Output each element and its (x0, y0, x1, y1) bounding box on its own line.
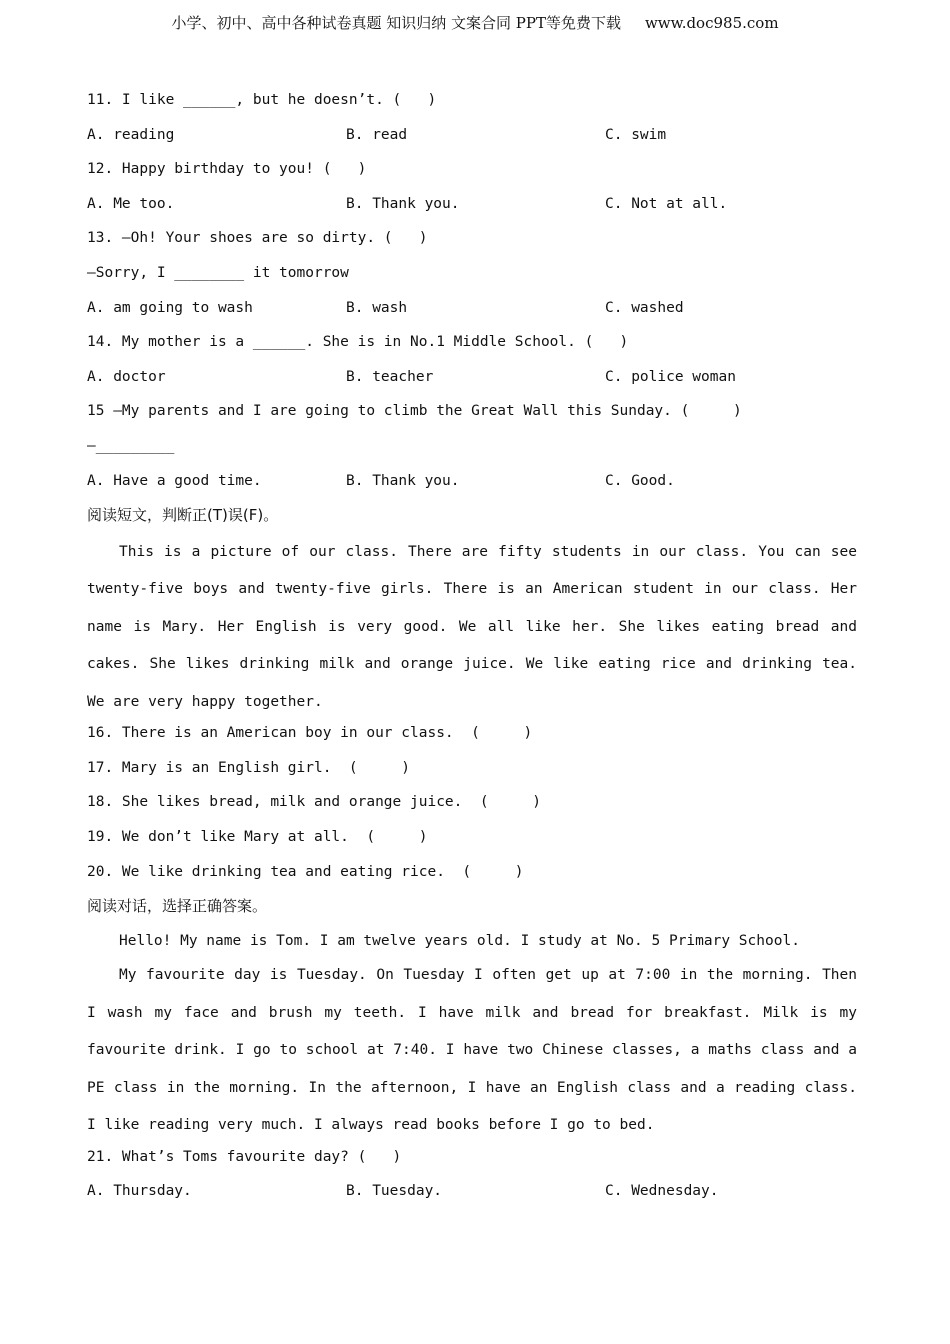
option-c: C. Wednesday. (605, 1183, 719, 1200)
option-b: B. read (346, 126, 408, 143)
option-c: C. washed (605, 299, 684, 316)
question-13-reply: —Sorry, I ________ it tomorrow (87, 264, 349, 281)
question-20: 20. We like drinking tea and eating rice. ( ) (87, 863, 524, 880)
question-17: 17. Mary is an English girl. ( ) (87, 759, 411, 776)
question-15-reply: —_________ (87, 437, 175, 454)
question-12: 12. Happy birthday to you! ( ) (87, 161, 367, 178)
question-14: 14. My mother is a ______. She is in No.1 Middle School. ( ) (87, 334, 629, 351)
option-b: B. teacher (346, 368, 434, 385)
option-c: C. swim (605, 126, 667, 143)
option-a: A. am going to wash (87, 299, 253, 316)
question-14-options (87, 365, 857, 400)
question-12-options (87, 192, 857, 227)
question-19: 19. We don’t like Mary at all. ( ) (87, 829, 428, 845)
question-15: 15 —My parents and I are going to climb the Great Wall this Sunday. ( ) (87, 403, 742, 420)
header-text: 小学、初中、高中各种试卷真题 知识归纳 文案合同 PPT等免费下载 (171, 14, 621, 32)
section-title-choose: 阅读对话，选择正确答案。 (87, 897, 268, 916)
option-c: C. Good. (605, 472, 675, 489)
question-13: 13. —Oh! Your shoes are so dirty. ( ) (87, 230, 428, 247)
option-b: B. Thank you. (346, 195, 460, 212)
header-site: www.doc985.com (644, 14, 779, 32)
reading-passage-1: This is a picture of our class. There are fifty students in our class. You can see twenty-five boys and twenty-five girls. There is an American student in our class. Her name is Mary. Her English is very good. We all like her. She likes eating bread and cakes. She likes drinking milk and orange juice. We like eating rice and drinking tea. We are very happy together. (87, 543, 857, 710)
option-a: A. Me too. (87, 195, 175, 212)
option-a: A. Have a good time. (87, 472, 262, 489)
option-a: A. reading (87, 126, 175, 143)
question-16: 16. There is an American boy in our class. ( ) (87, 725, 533, 742)
option-b: B. Tuesday. (346, 1183, 443, 1200)
question-13-options (87, 296, 857, 331)
question-21-options (87, 1179, 857, 1214)
question-15-options (87, 469, 857, 504)
option-a: A. Thursday. (87, 1183, 192, 1200)
worksheet-content (87, 88, 857, 1214)
option-b: B. Thank you. (346, 472, 460, 489)
option-b: B. wash (346, 299, 408, 316)
question-11: 11. I like ______, but he doesn’t. ( ) (87, 92, 437, 108)
reading-passage-2-para-1: Hello! My name is Tom. I am twelve years old. I study at No. 5 Primary School. (119, 932, 800, 949)
page-header (0, 12, 950, 33)
question-21: 21. What’s Toms favourite day? ( ) (87, 1148, 402, 1165)
section-title-true-false: 阅读短文，判断正(T)误(F)。 (87, 506, 279, 525)
question-11-options (87, 123, 857, 158)
option-c: C. Not at all. (605, 195, 728, 212)
reading-passage-2-para-2: My favourite day is Tuesday. On Tuesday I often get up at 7:00 in the morning. Then I wash my face and brush my teeth. I have milk and bread for breakfast. Milk is my favourite drink. I go to school at 7:40. I have two Chinese classes, a maths class and a PE class in the morning. In the afternoon, I have an English class and a reading class. I like reading very much. I always read books before I go to bed. (87, 967, 857, 1134)
option-a: A. doctor (87, 368, 166, 385)
question-18: 18. She likes bread, milk and orange juice. ( ) (87, 794, 541, 811)
option-c: C. police woman (605, 368, 736, 385)
